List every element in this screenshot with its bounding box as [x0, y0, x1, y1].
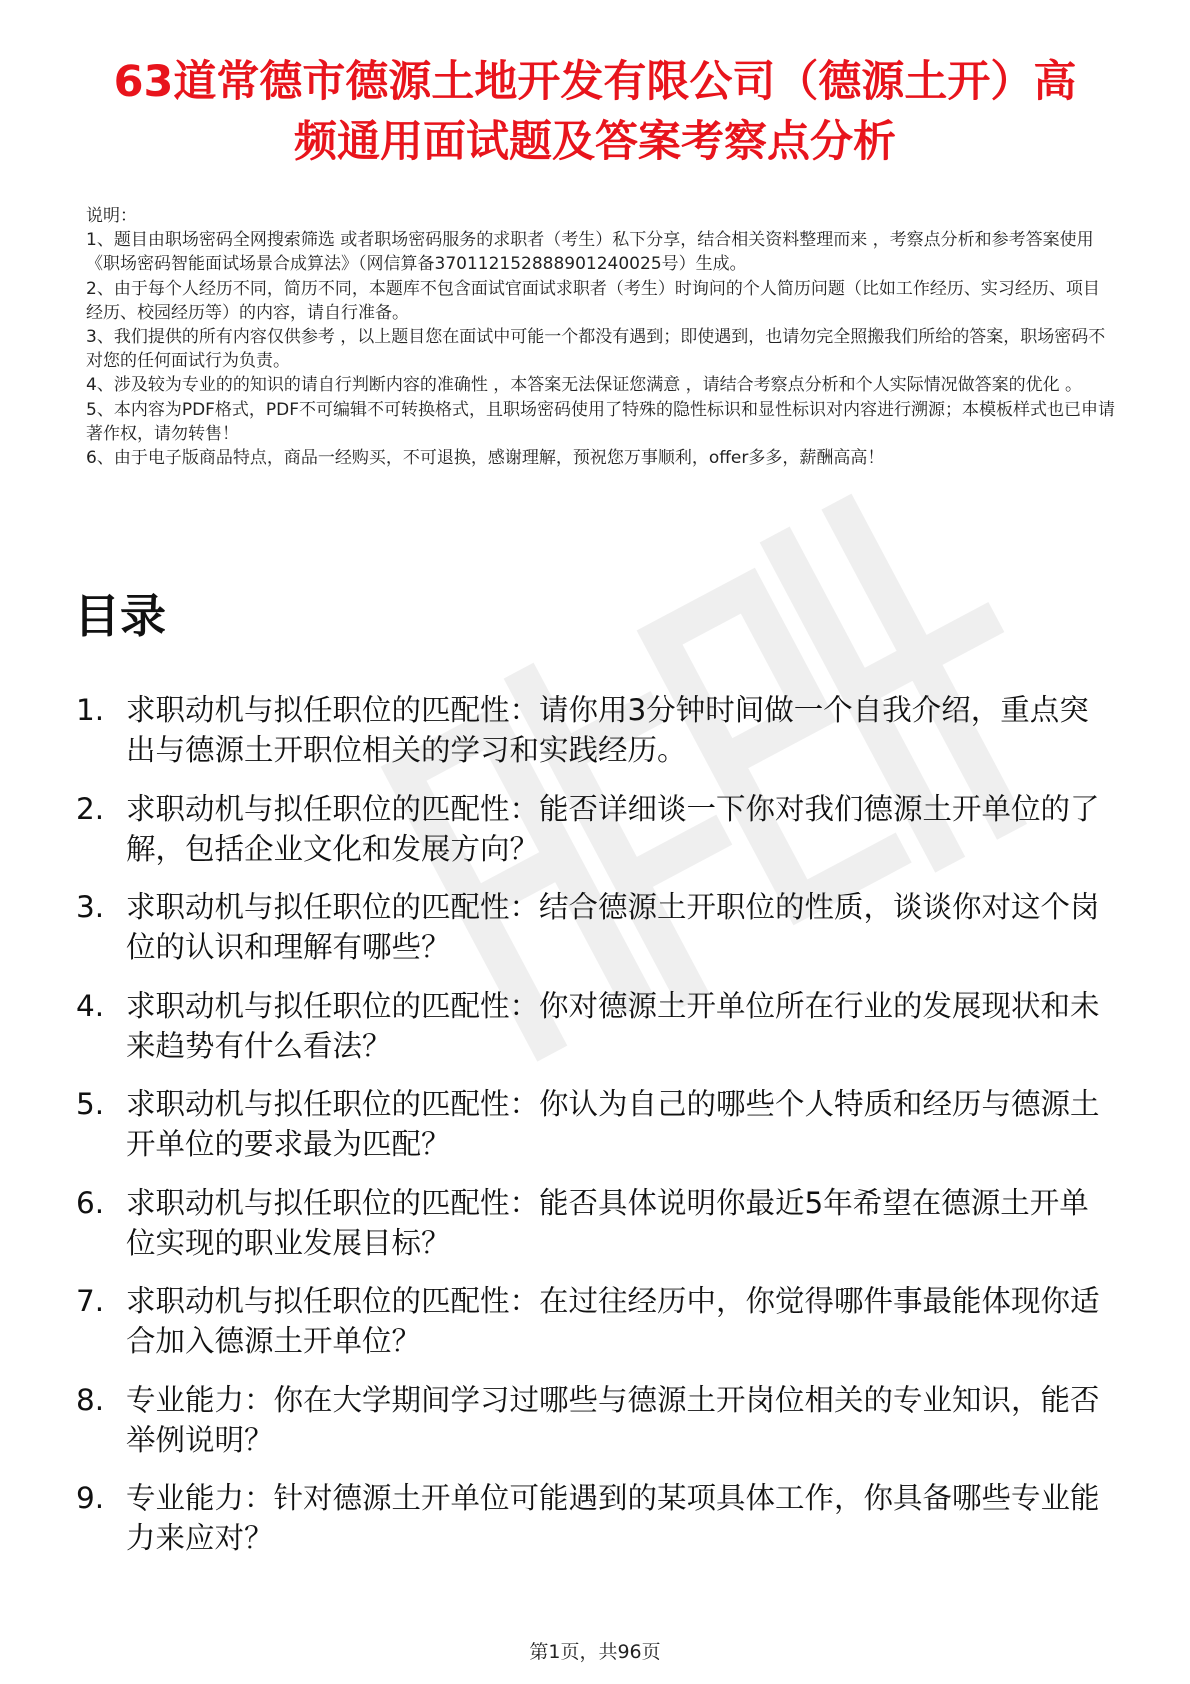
toc-item[interactable]: [76, 1478, 1116, 1558]
toc-item-text: 求职动机与拟任职位的匹配性：你对德源土开单位所在行业的发展现状和未来趋势有什么看法？: [126, 988, 1100, 1063]
document-title: 63道常德市德源土地开发有限公司（德源土开）高频通用面试题及答案考察点分析: [113, 57, 1077, 167]
page-footer: 第1页，共96页: [529, 1641, 661, 1663]
toc-item-number: 9.: [76, 1481, 105, 1515]
toc-item-text: 求职动机与拟任职位的匹配性：请你用3分钟时间做一个自我介绍，重点突出与德源土开职位相关的学习和实践经历。: [126, 693, 1089, 767]
toc-item[interactable]: [76, 789, 1116, 869]
toc-item-number: 8.: [76, 1382, 105, 1417]
toc-heading: 目录: [74, 589, 166, 643]
toc-item-number: 1.: [76, 693, 105, 727]
toc-item-text: 求职动机与拟任职位的匹配性：你认为自己的哪些个人特质和经历与德源土开单位的要求最为匹配？: [126, 1087, 1100, 1161]
note-item: 3、我们提供的所有内容仅供参考 ，以上题目您在面试中可能一个都没有遇到；即使遇到，也请勿完全照搬我们所给的答案，职场密码不对您的任何面试行为负责。: [86, 327, 1106, 372]
notes-label: 说明：: [86, 206, 137, 226]
toc-item[interactable]: [76, 887, 1116, 967]
notes-section: [86, 204, 1116, 470]
toc-item-number: 4.: [76, 988, 105, 1023]
toc-item-text: 专业能力：针对德源土开单位可能遇到的某项具体工作，你具备哪些专业能力来应对？: [126, 1481, 1100, 1555]
note-item: 1、题目由职场密码全网搜索筛选 或者职场密码服务的求职者（考生）私下分享，结合相关资料整理而来 ，考察点分析和参考答案使用《职场密码智能面试场景合成算法》（网信算备370112152888901240025号）生成。: [86, 230, 1094, 275]
note-item: 4、涉及较为专业的的知识的请自行判断内容的准确性 ，本答案无法保证您满意 ，请结合考察点分析和个人实际情况做答案的优化 。: [86, 375, 1083, 396]
toc-item[interactable]: [76, 690, 1116, 770]
note-item: 6、由于电子版商品特点，商品一经购买，不可退换，感谢理解，预祝您万事顺利，offer多多，薪酬高高！: [86, 448, 885, 469]
toc-item[interactable]: [76, 1281, 1116, 1361]
toc-item-number: 3.: [76, 890, 105, 924]
toc-item-text: 求职动机与拟任职位的匹配性：能否具体说明你最近5年希望在德源土开单位实现的职业发展目标？: [126, 1185, 1089, 1260]
toc-item-number: 2.: [76, 791, 105, 826]
toc-item-text: 专业能力：你在大学期间学习过哪些与德源土开岗位相关的专业知识，能否举例说明？: [126, 1382, 1100, 1457]
toc-item-number: 7.: [76, 1284, 105, 1318]
toc-item[interactable]: [76, 1380, 1116, 1460]
toc-list: [76, 690, 1116, 1577]
toc-item-number: 5.: [76, 1087, 105, 1121]
note-item: 5、本内容为PDF格式，PDF不可编辑不可转换格式，且职场密码使用了特殊的隐性标识和显性标识对内容进行溯源；本模板样式也已申请著作权，请勿转售！: [86, 399, 1116, 444]
toc-item-text: 求职动机与拟任职位的匹配性：结合德源土开职位的性质，谈谈你对这个岗位的认识和理解有哪些？: [126, 890, 1100, 964]
toc-item-number: 6.: [76, 1185, 105, 1220]
note-item: 2、由于每个人经历不同，简历不同，本题库不包含面试官面试求职者（考生）时询问的个人简历问题（比如工作经历、实习经历、项目经历、校园经历等）的内容，请自行准备。: [86, 278, 1100, 323]
toc-item[interactable]: [76, 986, 1116, 1066]
toc-item-text: 求职动机与拟任职位的匹配性：在过往经历中，你觉得哪件事最能体现你适合加入德源土开单位？: [126, 1284, 1100, 1358]
toc-item[interactable]: [76, 1084, 1116, 1164]
toc-item-text: 求职动机与拟任职位的匹配性：能否详细谈一下你对我们德源土开单位的了解，包括企业文化和发展方向？: [126, 791, 1100, 866]
toc-item[interactable]: [76, 1183, 1116, 1263]
